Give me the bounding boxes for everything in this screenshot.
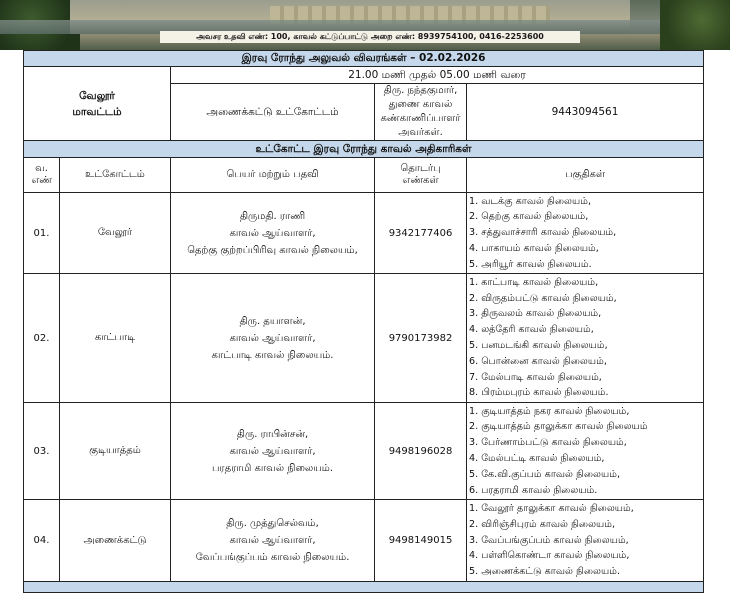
- helpline-text: அவசர உதவி எண்: 100, காவல் கட்டுப்பாட்டு அறை எண்: 8939754100, 0416-2253600: [160, 31, 580, 43]
- row-areas: [467, 403, 704, 500]
- area-item: 5. பனமடங்கி காவல் நிலையம்,: [469, 340, 608, 351]
- area-item: 3. வேப்பங்குப்பம் காவல் நிலையம்,: [469, 534, 629, 546]
- row-officer: [171, 274, 375, 403]
- area-item: 1. வேலூர் தாலுக்கா காவல் நிலையம்,: [469, 503, 634, 514]
- time-row: [24, 67, 704, 84]
- officer-station: பரதராமி காவல் நிலையம்.: [211, 462, 334, 474]
- row-subdivision: காட்பாடி: [60, 274, 171, 403]
- row-serial: 03.: [24, 403, 60, 500]
- officer-station: வேப்பங்குப்பம் காவல் நிலையம்.: [195, 552, 350, 563]
- row-phone: 9498196028: [375, 403, 467, 500]
- report-title: இரவு ரோந்து அலுவல் விவரங்கள் – 02.02.2026: [24, 51, 704, 67]
- row-phone: 9498149015: [375, 500, 467, 582]
- officer-rank: காவல் ஆய்வாளர்,: [229, 227, 316, 239]
- col-serial-text: வ. எண்: [31, 163, 53, 186]
- area-item: 1. குடியாத்தம் நகர காவல் நிலையம்,: [469, 405, 630, 417]
- area-item: 2. தெற்கு காவல் நிலையம்,: [469, 211, 589, 223]
- row-areas: [467, 193, 704, 274]
- area-item: 6. பரதராமி காவல் நிலையம்.: [469, 484, 598, 496]
- area-item: 4. பாகாயம் காவல் நிலையம்,: [469, 242, 599, 254]
- col-subdivision: உட்கோட்டம்: [60, 158, 171, 193]
- row-areas: [467, 500, 704, 582]
- row-serial: 04.: [24, 500, 60, 582]
- table-row: [24, 403, 704, 500]
- area-item: 3. பேர்ணாம்பட்டு காவல் நிலையம்,: [469, 437, 627, 449]
- dsp-phone: 9443094561: [467, 84, 704, 141]
- dsp-line-3: கண்காணிப்பாளர் அவர்கள்.: [380, 113, 461, 138]
- report-title-row: [24, 51, 704, 67]
- table-row: [24, 193, 704, 274]
- col-areas: பகுதிகள்: [467, 158, 704, 193]
- section-title-row: [24, 141, 704, 158]
- row-phone: 9790173982: [375, 274, 467, 403]
- area-item: 6. பொன்னை காவல் நிலையம்,: [469, 355, 607, 367]
- officer-rank: காவல் ஆய்வாளர்,: [229, 535, 316, 546]
- row-phone: 9342177406: [375, 193, 467, 274]
- col-phone: [375, 158, 467, 193]
- row-officer: [171, 193, 375, 274]
- night-patrol-document: [23, 50, 703, 591]
- officer-name: திரு. முத்துசெல்வம்,: [226, 518, 319, 529]
- table-row: [24, 500, 704, 582]
- dsp-line-1: திரு. நந்தகுமார்,: [383, 85, 458, 96]
- dsp-officer: [375, 84, 467, 141]
- area-item: 2. விரிஞ்சிபுரம் காவல் நிலையம்,: [469, 518, 616, 530]
- area-item: 7. மேல்பாடி காவல் நிலையம்,: [469, 371, 602, 383]
- officer-station: தெற்கு குற்றப்பிரிவு காவல் நிலையம்,: [187, 244, 358, 256]
- row-subdivision: அணைக்கட்டு: [60, 500, 171, 582]
- area-item: 5. அரியூர் காவல் நிலையம்.: [469, 258, 592, 270]
- area-item: 4. லத்தேரி காவல் நிலையம்,: [469, 324, 594, 336]
- area-item: 2. விருதம்பட்டு காவல் நிலையம்,: [469, 292, 617, 304]
- district-text: வேலூர் மாவட்டம்: [72, 89, 122, 118]
- row-officer: [171, 403, 375, 500]
- row-subdivision: வேலூர்: [60, 193, 171, 274]
- subdivision-name: அணைக்கட்டு உட்கோட்டம்: [171, 84, 375, 141]
- officer-station: காட்பாடி காவல் நிலையம்.: [211, 349, 334, 361]
- officer-rank: காவல் ஆய்வாளர்,: [229, 332, 316, 344]
- col-phone-text: தொடர்பு எண்கள்: [400, 163, 441, 186]
- officer-rank: காவல் ஆய்வாளர்,: [229, 445, 316, 457]
- header-banner-image: [0, 0, 730, 50]
- area-item: 4. மேல்பட்டி காவல் நிலையம்,: [469, 453, 605, 464]
- col-serial: [24, 158, 60, 193]
- area-item: 2. குடியாத்தம் தாலுக்கா காவல் நிலையம்: [469, 421, 648, 433]
- area-item: 8. பிரம்மபுரம் காவல் நிலையம்.: [469, 387, 609, 399]
- district-label: [24, 67, 171, 141]
- banner-tree-right: [660, 0, 730, 50]
- dsp-line-2: துணை காவல்: [388, 99, 453, 110]
- officer-name: திருமதி. ராணி: [239, 210, 306, 222]
- column-header-row: [24, 158, 704, 193]
- col-name: பெயர் மற்றும் பதவி: [171, 158, 375, 193]
- section-title: உட்கோட்ட இரவு ரோந்து காவல் அதிகாரிகள்: [24, 141, 704, 158]
- row-serial: 02.: [24, 274, 60, 403]
- area-item: 5. கே.வி.குப்பம் காவல் நிலையம்,: [469, 468, 621, 480]
- row-officer: [171, 500, 375, 582]
- area-item: 3. திருவலம் காவல் நிலையம்,: [469, 308, 602, 320]
- row-serial: 01.: [24, 193, 60, 274]
- area-item: 1. காட்பாடி காவல் நிலையம்,: [469, 276, 599, 288]
- table-row: [24, 274, 704, 403]
- area-item: 3. சத்துவாச்சாரி காவல் நிலையம்,: [469, 227, 617, 239]
- row-areas: [467, 274, 704, 403]
- officer-name: திரு. ராபின்சன்,: [236, 428, 309, 440]
- area-item: 5. அணைக்கட்டு காவல் நிலையம்.: [469, 566, 620, 578]
- duty-table: [23, 50, 704, 593]
- area-item: 4. பள்ளிகொண்டா காவல் நிலையம்,: [469, 550, 630, 562]
- area-item: 1. வடக்கு காவல் நிலையம்,: [469, 195, 592, 207]
- row-subdivision: குடியாத்தம்: [60, 403, 171, 500]
- officer-name: திரு. தயாளன்,: [239, 315, 306, 327]
- time-range: 21.00 மணி முதல் 05.00 மணி வரை: [171, 67, 704, 84]
